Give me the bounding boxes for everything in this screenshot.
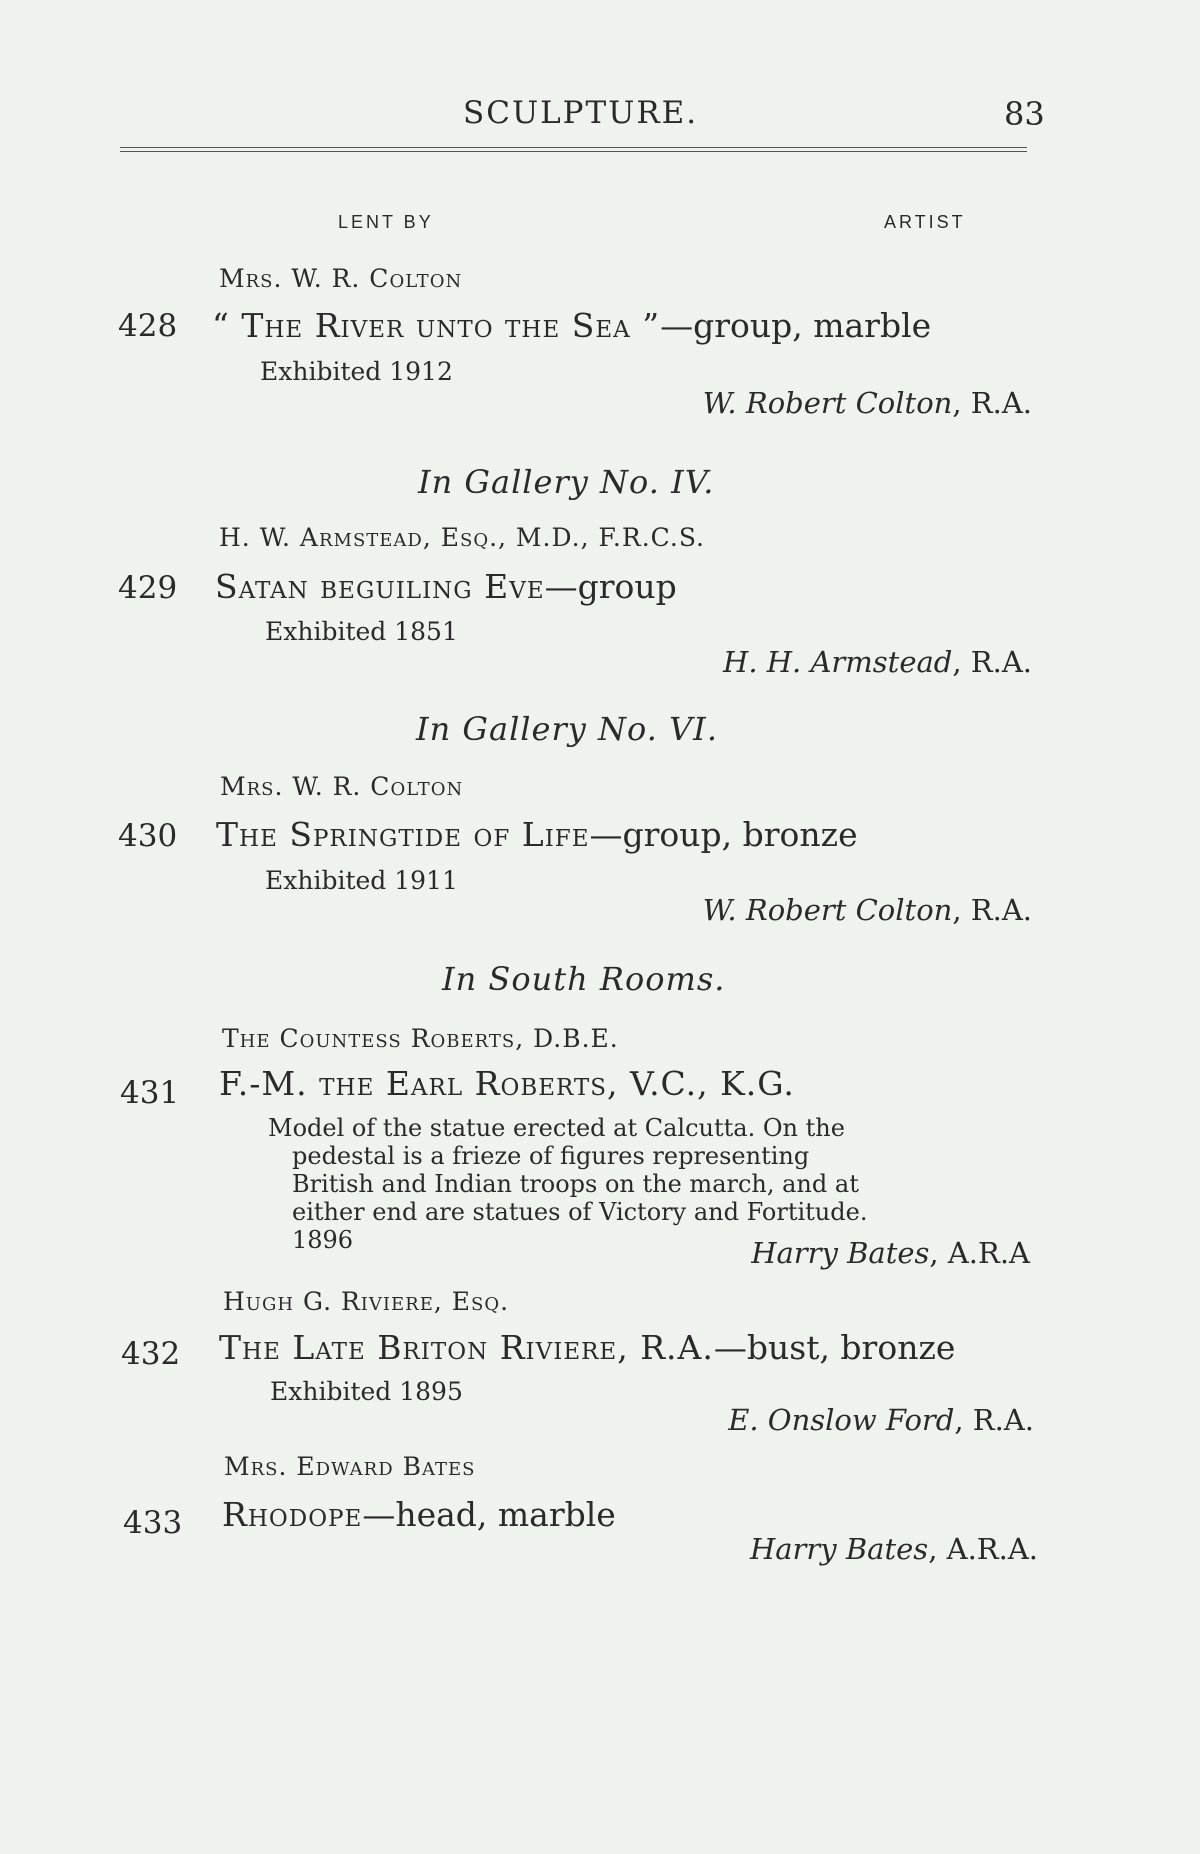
lent-by-heading: LENT BY [338, 212, 434, 232]
artist-suffix: , R.A. [952, 893, 1032, 927]
entry-number: 433 [123, 1505, 183, 1541]
entry-number: 430 [118, 818, 178, 854]
artist-suffix: , R.A. [954, 1403, 1034, 1437]
artist-name: E. Onslow Ford [728, 1403, 955, 1437]
entry-exhibited: Exhibited 1851 [265, 617, 458, 646]
gallery-heading: In Gallery No. IV. [418, 463, 715, 501]
description-first-line: Model of the statue erected at Calcutta. On the [268, 1114, 845, 1142]
title-caps: The Late Briton Riviere, R.A. [219, 1328, 714, 1367]
artist-suffix: , R.A. [952, 645, 1032, 679]
entry-title [222, 1495, 616, 1534]
running-title: SCULPTURE. [463, 95, 699, 131]
artist-name: W. Robert Colton [702, 386, 953, 420]
entry-lender: Hugh G. Riviere, Esq. [223, 1287, 510, 1316]
entry-artist [751, 1236, 1030, 1270]
entry-artist [728, 1403, 1034, 1437]
entry-artist [750, 1532, 1038, 1566]
entry-title [219, 1328, 955, 1367]
entry-title [219, 1064, 795, 1103]
gallery-heading: In South Rooms. [442, 960, 726, 998]
entry-lender: H. W. Armstead, Esq., M.D., F.R.C.S. [219, 523, 706, 552]
title-caps: The Springtide of Life [216, 815, 590, 854]
entry-exhibited: Exhibited 1895 [270, 1377, 463, 1406]
entry-number: 429 [118, 570, 178, 606]
title-caps: Rhodope [222, 1495, 363, 1534]
title-caps: Satan beguiling Eve [215, 567, 545, 606]
entry-artist [723, 645, 1032, 679]
entry-title [212, 306, 931, 345]
title-rest: —group [544, 567, 677, 606]
entry-artist [703, 893, 1032, 927]
entry-title [216, 815, 858, 854]
artist-suffix: , A.R.A. [928, 1532, 1038, 1566]
entry-title [215, 567, 677, 606]
title-caps: “ The River unto the Sea ” [212, 306, 661, 345]
artist-name: W. Robert Colton [702, 893, 953, 927]
page-number: 83 [1004, 95, 1045, 133]
title-rest: —head, marble [362, 1495, 616, 1534]
entry-exhibited: Exhibited 1911 [265, 866, 458, 895]
entry-lender: Mrs. W. R. Colton [220, 772, 464, 801]
title-rest: —bust, bronze [713, 1328, 956, 1367]
entry-number: 431 [120, 1075, 180, 1111]
gallery-heading: In Gallery No. VI. [416, 710, 718, 748]
artist-suffix: , A.R.A [929, 1236, 1030, 1270]
artist-name: H. H. Armstead [723, 645, 953, 679]
entry-artist [703, 386, 1032, 420]
title-rest: —group, marble [660, 306, 932, 345]
entry-lender: The Countess Roberts, D.B.E. [222, 1024, 619, 1053]
header-rule-2 [120, 151, 1027, 152]
artist-suffix: , R.A. [952, 386, 1032, 420]
header-rule [120, 147, 1027, 148]
title-caps: F.-M. the Earl Roberts, V.C., K.G. [219, 1064, 795, 1103]
entry-description [268, 1114, 893, 1254]
entry-number: 428 [118, 308, 178, 344]
entry-lender: Mrs. W. R. Colton [219, 264, 463, 293]
title-rest: —group, bronze [589, 815, 858, 854]
artist-name: Harry Bates [751, 1236, 930, 1270]
entry-lender: Mrs. Edward Bates [224, 1452, 476, 1481]
entry-exhibited: Exhibited 1912 [260, 357, 453, 386]
artist-heading: ARTIST [884, 212, 966, 232]
entry-number: 432 [121, 1336, 181, 1372]
artist-name: Harry Bates [749, 1532, 929, 1566]
description-rest: pedestal is a frieze of figures representing British and Indian troops on the march, and at either end are statues of Victory and Fortitude. 1896 [292, 1142, 868, 1254]
